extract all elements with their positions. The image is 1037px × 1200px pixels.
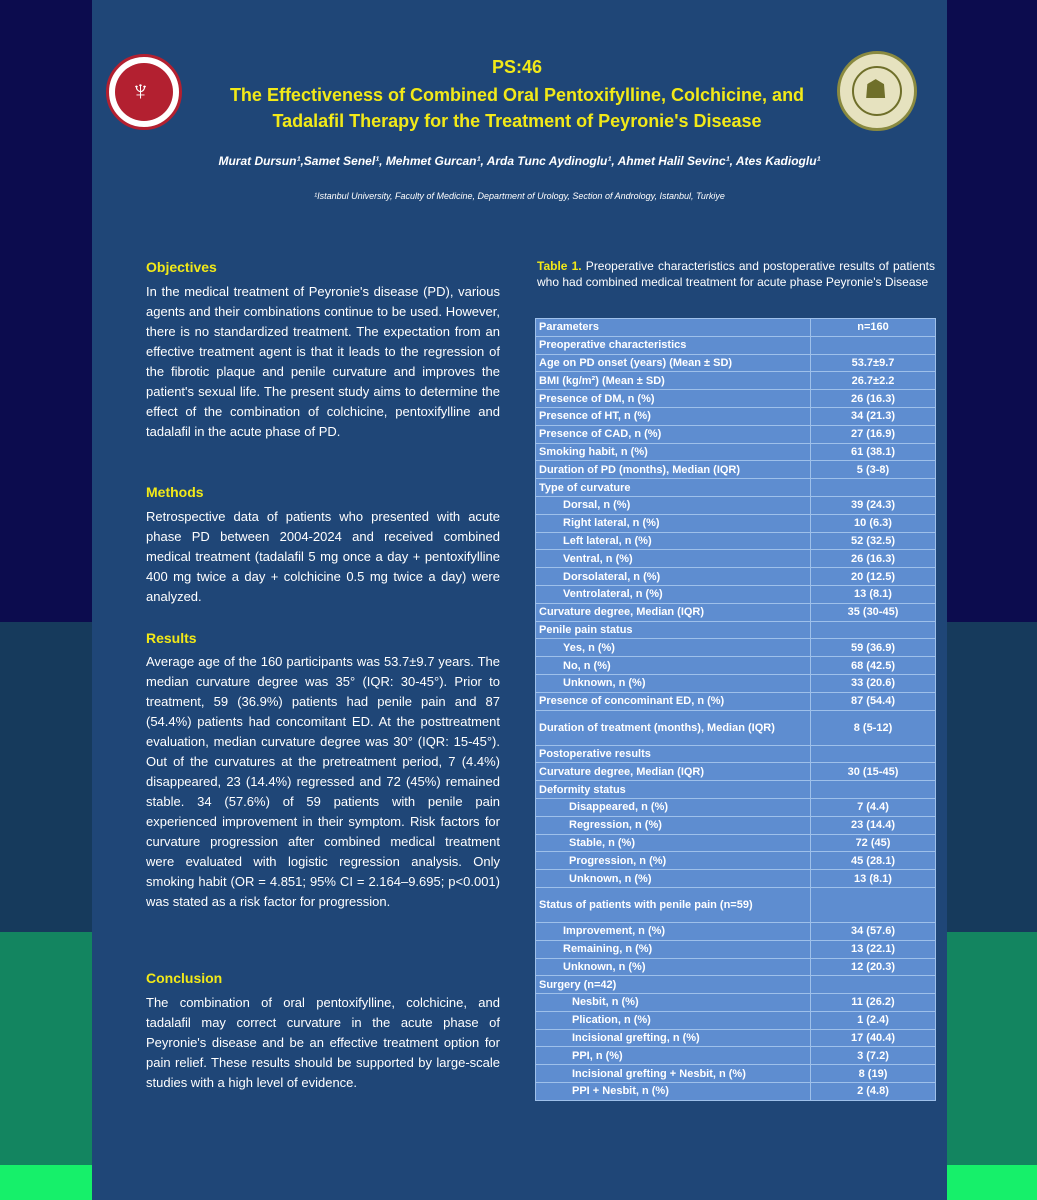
table-cell-value: 26 (16.3): [811, 550, 936, 568]
table-cell-parameter: Unknown, n (%): [536, 870, 811, 888]
table-row: [536, 568, 936, 586]
table-cell-value: [811, 781, 936, 799]
table-cell-parameter: Plication, n (%): [536, 1011, 811, 1029]
table-cell-parameter: Improvement, n (%): [536, 922, 811, 940]
table-cell-parameter: Unknown, n (%): [536, 674, 811, 692]
table-cell-parameter: Curvature degree, Median (IQR): [536, 603, 811, 621]
table-cell-value: 10 (6.3): [811, 514, 936, 532]
methods-heading: Methods: [146, 484, 204, 500]
table-row: [536, 1029, 936, 1047]
table-cell-value: [811, 745, 936, 763]
table-row: [536, 852, 936, 870]
table-cell-parameter: Smoking habit, n (%): [536, 443, 811, 461]
table-cell-parameter: Deformity status: [536, 781, 811, 799]
table-row: [536, 781, 936, 799]
table-row: [536, 461, 936, 479]
table-row: [536, 1083, 936, 1101]
table-row: [536, 870, 936, 888]
table-cell-value: 17 (40.4): [811, 1029, 936, 1047]
table-cell-parameter: Surgery (n=42): [536, 976, 811, 994]
table-row: [536, 443, 936, 461]
table-cell-parameter: Status of patients with penile pain (n=59): [536, 887, 811, 922]
table-cell-value: 34 (21.3): [811, 407, 936, 425]
table-row: [536, 710, 936, 745]
table-row: [536, 940, 936, 958]
table-row: [536, 621, 936, 639]
table-row: [536, 390, 936, 408]
table-cell-parameter: Penile pain status: [536, 621, 811, 639]
table-cell-parameter: Stable, n (%): [536, 834, 811, 852]
table-cell-parameter: Disappeared, n (%): [536, 798, 811, 816]
table-cell-parameter: Right lateral, n (%): [536, 514, 811, 532]
table-cell-value: 61 (38.1): [811, 443, 936, 461]
table-cell-parameter: Nesbit, n (%): [536, 994, 811, 1012]
table-cell-value: 34 (57.6): [811, 922, 936, 940]
table-cell-parameter: Duration of PD (months), Median (IQR): [536, 461, 811, 479]
table-row: [536, 550, 936, 568]
table-row: [536, 639, 936, 657]
table-cell-parameter: Postoperative results: [536, 745, 811, 763]
table-cell-value: 35 (30-45): [811, 603, 936, 621]
table-cell-parameter: PPI + Nesbit, n (%): [536, 1083, 811, 1101]
table-cell-parameter: Duration of treatment (months), Median (IQR): [536, 710, 811, 745]
table-row: [536, 674, 936, 692]
table-row: [536, 958, 936, 976]
istanbul-university-seal-icon: ☗: [837, 51, 917, 131]
table-row: [536, 1047, 936, 1065]
conclusion-text: The combination of oral pentoxifylline, colchicine, and tadalafil may correct curvature in the acute phase of Peyronie's disease and be an effective treatment option for pain relief. These results should be supported by large-scale studies with a high level of evidence.: [146, 995, 500, 1090]
table-row: [536, 1011, 936, 1029]
table-cell-parameter: Remaining, n (%): [536, 940, 811, 958]
table-cell-value: 39 (24.3): [811, 496, 936, 514]
results-table-body: [536, 319, 936, 1101]
table-cell-parameter: Unknown, n (%): [536, 958, 811, 976]
table-cell-value: 1 (2.4): [811, 1011, 936, 1029]
table-cell-value: [811, 976, 936, 994]
results-text: Average age of the 160 participants was 53.7±9.7 years. The median curvature degree was 35° (IQR: 30-45°). Prior to treatment, 59 (36.9%) patients had penile pain and 87 (54.4%) patients had concomitant ED. At the posttreatment evaluation, median curvature degree was 30° (IQR: 15-45°). Out of the curvatures at the pretreatment period, 7 (4.4%) disappeared, 23 (14.4%) regressed and 72 (45%) remained stable. 34 (57.6%) of 59 patients with penile pain experienced improvement in their symptom. Risk factors for curvature progression after combined medical treatment were evaluated with logistic regression analysis. Only smoking habit (OR = 4.851; 95% CI = 2.164–9.695; p<0.001) was stated as a risk factor for progression.: [146, 654, 500, 909]
table-row: [536, 425, 936, 443]
title-line-2: Tadalafil Therapy for the Treatment of Peyronie's Disease: [272, 111, 762, 131]
table-cell-parameter: Presence of concominant ED, n (%): [536, 692, 811, 710]
table-cell-value: 23 (14.4): [811, 816, 936, 834]
table-cell-value: 27 (16.9): [811, 425, 936, 443]
table-cell-value: 26.7±2.2: [811, 372, 936, 390]
methods-text: Retrospective data of patients who presented with acute phase PD between 2004-2024 and received combined medical treatment (tadalafil 5 mg once a day + pentoxifylline 400 mg twice a day + colchicine 0.5 mg twice a day) were analyzed.: [146, 509, 500, 604]
table-cell-parameter: Incisional grefting, n (%): [536, 1029, 811, 1047]
table-cell-value: [811, 479, 936, 497]
results-table: [535, 318, 936, 1101]
table-cell-parameter: Age on PD onset (years) (Mean ± SD): [536, 354, 811, 372]
table-cell-value: 5 (3-8): [811, 461, 936, 479]
poster-title: [192, 82, 842, 134]
table-cell-value: 8 (5-12): [811, 710, 936, 745]
table-caption: [537, 258, 935, 290]
table-cell-value: 13 (22.1): [811, 940, 936, 958]
affiliation: ¹Istanbul University, Faculty of Medicine, Department of Urology, Section of Andrology, Istanbul, Turkiye: [314, 191, 725, 201]
table-row: [536, 372, 936, 390]
table-cell-value: 12 (20.3): [811, 958, 936, 976]
table-cell-value: 33 (20.6): [811, 674, 936, 692]
table-row: [536, 763, 936, 781]
table-cell-parameter: Parameters: [536, 319, 811, 337]
table-cell-value: 72 (45): [811, 834, 936, 852]
table-cell-parameter: Left lateral, n (%): [536, 532, 811, 550]
table-row: [536, 532, 936, 550]
table-row: [536, 976, 936, 994]
table-cell-parameter: Presence of HT, n (%): [536, 407, 811, 425]
poster: [92, 0, 947, 1200]
table-row: [536, 585, 936, 603]
table-cell-value: 59 (36.9): [811, 639, 936, 657]
table-row: [536, 496, 936, 514]
table-row: [536, 816, 936, 834]
table-cell-value: [811, 621, 936, 639]
andrology-seal-icon: ♆: [106, 54, 182, 130]
objectives-text: In the medical treatment of Peyronie's disease (PD), various agents and their combinations continue to be used. However, there is no standardized treatment. The expectation from an effective treatment agent is that it leads to the regression of the fibrotic plaque and penile curvature and improves the patient's sexual life. The present study aims to determine the effect of the combination of colchicine, pentoxifylline and tadalafil in the acute phase of PD.: [146, 284, 500, 439]
table-row: [536, 798, 936, 816]
title-line-1: The Effectiveness of Combined Oral Pentoxifylline, Colchicine, and: [229, 85, 805, 105]
table-row: [536, 692, 936, 710]
table-row: [536, 657, 936, 675]
table-row: [536, 922, 936, 940]
table-cell-value: 13 (8.1): [811, 870, 936, 888]
table-cell-value: n=160: [811, 319, 936, 337]
poster-code: PS:46: [491, 57, 543, 77]
table-cell-value: 87 (54.4): [811, 692, 936, 710]
table-row: [536, 319, 936, 337]
table-cell-value: [811, 887, 936, 922]
table-cell-value: 3 (7.2): [811, 1047, 936, 1065]
table-cell-parameter: Presence of DM, n (%): [536, 390, 811, 408]
table-row: [536, 336, 936, 354]
table-cell-parameter: Progression, n (%): [536, 852, 811, 870]
table-cell-value: 2 (4.8): [811, 1083, 936, 1101]
results-heading: Results: [146, 630, 197, 646]
table-cell-parameter: No, n (%): [536, 657, 811, 675]
table-row: [536, 479, 936, 497]
table-row: [536, 514, 936, 532]
table-row: [536, 887, 936, 922]
table-cell-value: 20 (12.5): [811, 568, 936, 586]
table-cell-parameter: BMI (kg/m²) (Mean ± SD): [536, 372, 811, 390]
table-caption-text: Preoperative characteristics and postoperative results of patients who had combined medical treatment for acute phase Peyronie's Disease: [537, 259, 936, 289]
table-cell-value: 26 (16.3): [811, 390, 936, 408]
table-row: [536, 603, 936, 621]
table-cell-value: 13 (8.1): [811, 585, 936, 603]
table-row: [536, 354, 936, 372]
table-cell-value: 30 (15-45): [811, 763, 936, 781]
table-cell-value: 7 (4.4): [811, 798, 936, 816]
objectives-heading: Objectives: [146, 259, 217, 275]
table-row: [536, 407, 936, 425]
table-cell-value: [811, 336, 936, 354]
table-cell-parameter: Dorsal, n (%): [536, 496, 811, 514]
table-cell-parameter: PPI, n (%): [536, 1047, 811, 1065]
table-row: [536, 745, 936, 763]
table-cell-value: 11 (26.2): [811, 994, 936, 1012]
table-cell-parameter: Yes, n (%): [536, 639, 811, 657]
table-row: [536, 994, 936, 1012]
table-cell-parameter: Incisional grefting + Nesbit, n (%): [536, 1065, 811, 1083]
table-cell-value: 45 (28.1): [811, 852, 936, 870]
table-cell-parameter: Presence of CAD, n (%): [536, 425, 811, 443]
table-cell-parameter: Dorsolateral, n (%): [536, 568, 811, 586]
table-cell-parameter: Regression, n (%): [536, 816, 811, 834]
conclusion-heading: Conclusion: [146, 970, 223, 986]
table-cell-value: 52 (32.5): [811, 532, 936, 550]
table-cell-value: 53.7±9.7: [811, 354, 936, 372]
table-cell-parameter: Ventrolateral, n (%): [536, 585, 811, 603]
authors: Murat Dursun¹,Samet Senel¹, Mehmet Gurcan¹, Arda Tunc Aydinoglu¹, Ahmet Halil Sevinc¹, Ates Kadioglu¹: [218, 154, 821, 168]
table-row: [536, 1065, 936, 1083]
table-cell-parameter: Curvature degree, Median (IQR): [536, 763, 811, 781]
table-cell-parameter: Preoperative characteristics: [536, 336, 811, 354]
table-row: [536, 834, 936, 852]
table-cell-parameter: Ventral, n (%): [536, 550, 811, 568]
table-cell-value: 8 (19): [811, 1065, 936, 1083]
table-caption-label: Table 1.: [537, 259, 582, 273]
table-cell-value: 68 (42.5): [811, 657, 936, 675]
table-cell-parameter: Type of curvature: [536, 479, 811, 497]
